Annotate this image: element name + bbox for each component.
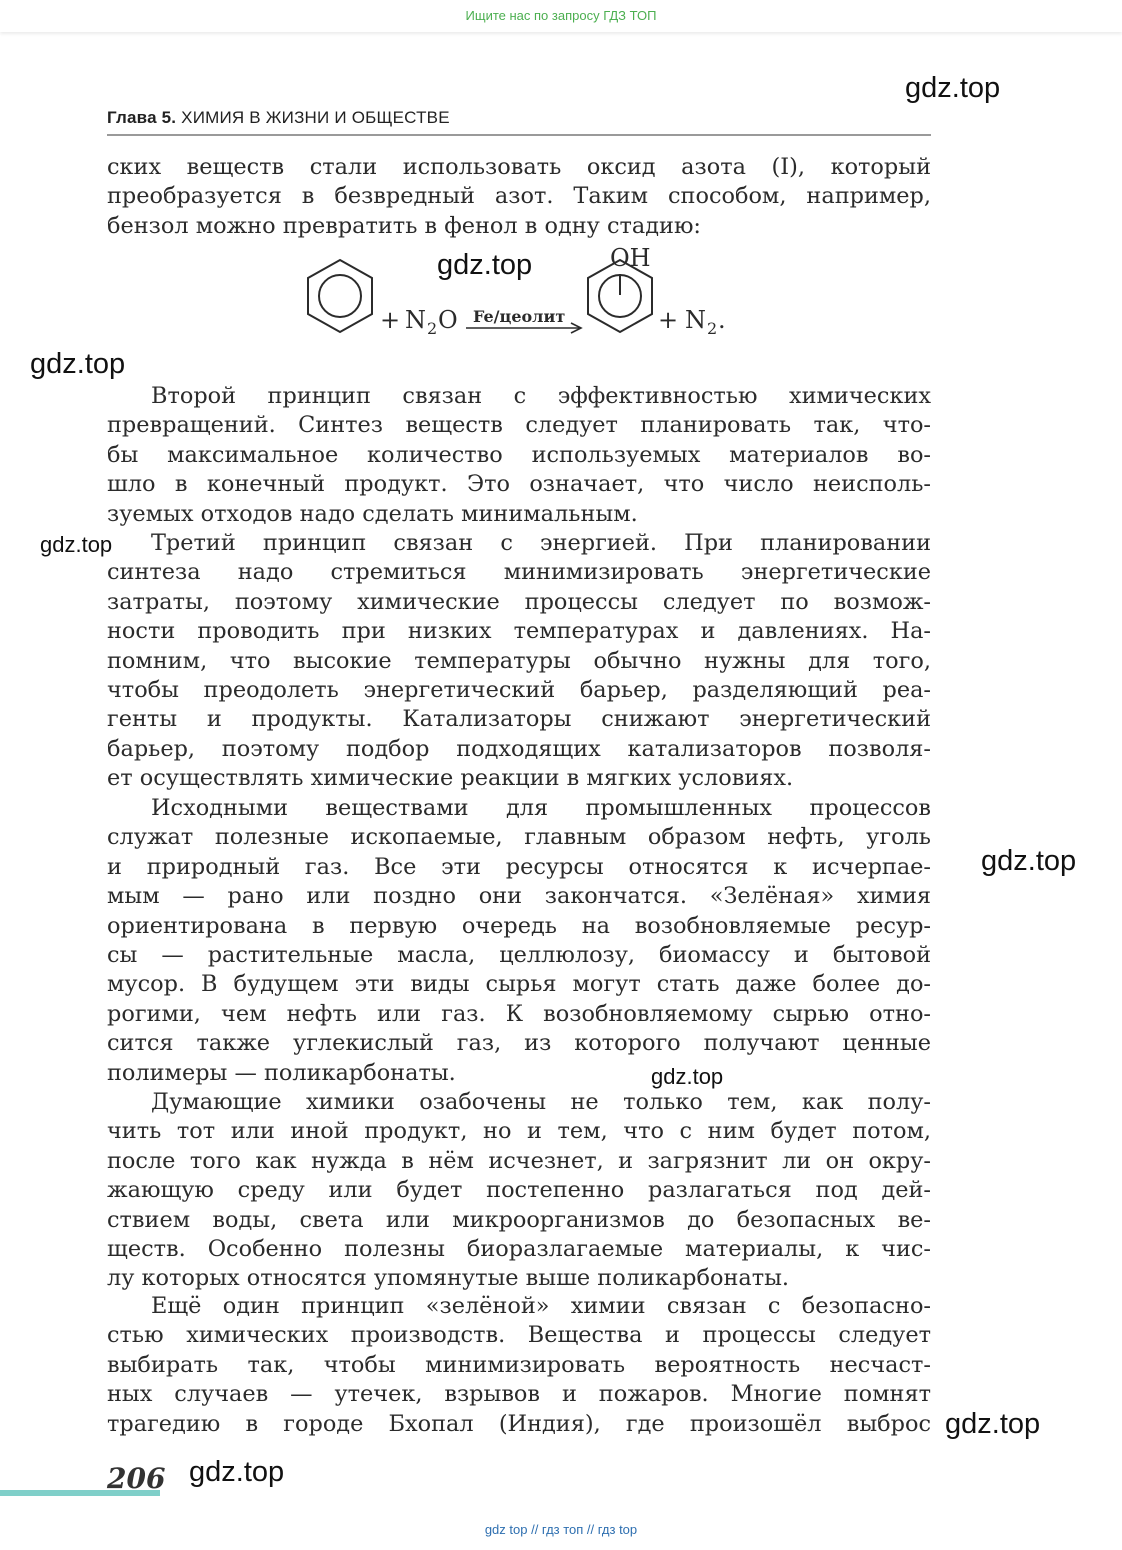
text-line: служат полезные ископаемые, главным образом нефть, уголь: [107, 824, 931, 851]
watermark: gdz.top: [981, 845, 1077, 877]
text-line: зуемых отходов надо сделать минимальным.: [107, 500, 638, 527]
watermark: gdz.top: [945, 1408, 1041, 1440]
watermark: gdz.top: [40, 532, 113, 557]
text-line: ориентирована в первую очередь на возобновляемые ресур-: [107, 912, 931, 939]
text-line: затраты, поэтому химические процессы следует по возмож-: [107, 588, 931, 615]
chapter-label: Глава 5.: [107, 108, 177, 127]
plus-sign-1: +: [380, 306, 401, 334]
text-line: шло в конечный продукт. Это означает, что число неисполь-: [107, 471, 931, 498]
top-banner-text: Ищите нас по запросу ГДЗ ТОП: [465, 8, 657, 23]
text-line: превращений. Синтез веществ следует планировать так, что-: [107, 412, 931, 439]
text-line: трагедию в городе Бхопал (Индия), где произошёл выброс: [107, 1410, 931, 1437]
product-subscript: 2: [707, 319, 718, 338]
paragraph-3: [107, 529, 931, 794]
text-line: Третий принцип связан с энергией. При планировании: [151, 530, 931, 556]
text-line: Ещё один принцип «зелёной» химии связан с безопасно-: [151, 1293, 931, 1319]
text-line: ных случаев — утечек, взрывов и пожаров. Многие помнят: [107, 1381, 931, 1408]
top-banner: [0, 0, 1122, 32]
text-line: выбирать так, чтобы минимизировать вероятность несчаст-: [107, 1351, 931, 1378]
text-line: Исходными веществами для промышленных процессов: [151, 795, 931, 821]
text-line: бы максимальное количество используемых материалов во-: [107, 441, 931, 468]
paragraph-5: [107, 1088, 931, 1294]
watermark: gdz.top: [30, 348, 126, 380]
text-line: и природный газ. Все эти ресурсы относятся к исчерпае-: [107, 853, 931, 880]
text-line: чтобы преодолеть энергетический барьер, разделяющий реа-: [107, 676, 931, 703]
reagent-subscript: 2: [427, 319, 438, 338]
text-line: ности проводить при низких температурах и давлениях. На-: [107, 618, 931, 645]
paragraph-2: [107, 382, 931, 529]
watermark: gdz.top: [651, 1064, 724, 1089]
reagent-tail: O: [438, 306, 458, 334]
product-tail: .: [718, 306, 726, 334]
paragraph-4: [107, 794, 931, 1088]
text-line: мусор. В будущем эти виды сырья могут стать даже более до-: [107, 971, 931, 998]
footer-text: gdz top // гдз топ // гдз top: [484, 1522, 638, 1537]
text-line: стью химических производств. Вещества и процессы следует: [107, 1322, 931, 1349]
text-line: преобразуется в безвредный азот. Таким способом, например,: [107, 183, 931, 210]
text-line: лу которых относятся упомянутые выше поликарбонаты.: [107, 1265, 790, 1292]
paragraph-6: [107, 1292, 931, 1439]
text-line: рогими, чем нефть или газ. К возобновляемому сырью отно-: [107, 1000, 931, 1027]
product-symbol: N: [685, 306, 706, 334]
text-line: генты и продукты. Катализаторы снижают энергетический: [107, 706, 931, 733]
text-line: чить тот или иной продукт, но и тем, что с ним будет потом,: [107, 1118, 931, 1145]
text-line: полимеры — поликарбонаты.: [107, 1059, 456, 1086]
text-line: ществ. Особенно полезны биоразлагаемые материалы, к чис-: [107, 1235, 931, 1262]
text-line: ских веществ стали использовать оксид азота (I), который: [107, 154, 931, 180]
watermark: gdz.top: [437, 249, 533, 281]
text-line: Второй принцип связан с эффективностью химических: [151, 383, 931, 409]
benzene-ring-icon: [308, 260, 372, 332]
text-line: сится также углекислый газ, из которого получают ценные: [107, 1030, 931, 1057]
reagent-symbol: N: [405, 306, 426, 334]
text-line: синтеза надо стремиться минимизировать энергетические: [107, 559, 931, 586]
plus-sign-2: +: [658, 306, 679, 334]
watermark: gdz.top: [905, 72, 1001, 104]
hydroxyl-label: OH: [610, 244, 651, 272]
text-line: жающую среду или будет постепенно разлагаться под дей-: [107, 1177, 931, 1204]
text-line: после того как нужда в нём исчезнет, и загрязнит ли он окру-: [107, 1147, 931, 1174]
chapter-title: ХИМИЯ В ЖИЗНИ И ОБЩЕСТВЕ: [181, 108, 450, 127]
text-line: помним, что высокие температуры обычно нужны для того,: [107, 647, 931, 674]
page-number: 206: [107, 1462, 166, 1495]
watermark: gdz.top: [189, 1456, 285, 1488]
text-line: ствием воды, света или микроорганизмов до безопасных ве-: [107, 1206, 931, 1233]
text-line: мым — рано или поздно они закончатся. «Зелёная» химия: [107, 883, 931, 910]
text-line: ет осуществлять химические реакции в мягких условиях.: [107, 765, 794, 792]
text-line: Думающие химики озабочены не только тем, как полу-: [151, 1089, 931, 1115]
catalyst-label: Fe/цеолит: [473, 307, 566, 326]
chapter-header: [107, 108, 931, 136]
text-line: барьер, поэтому подбор подходящих катализаторов позволя-: [107, 735, 931, 762]
text-line: сы — растительные масла, целлюлозу, биомассу и бытовой: [107, 941, 931, 968]
text-line: бензол можно превратить в фенол в одну стадию:: [107, 212, 701, 239]
paragraph-intro: [107, 153, 931, 241]
